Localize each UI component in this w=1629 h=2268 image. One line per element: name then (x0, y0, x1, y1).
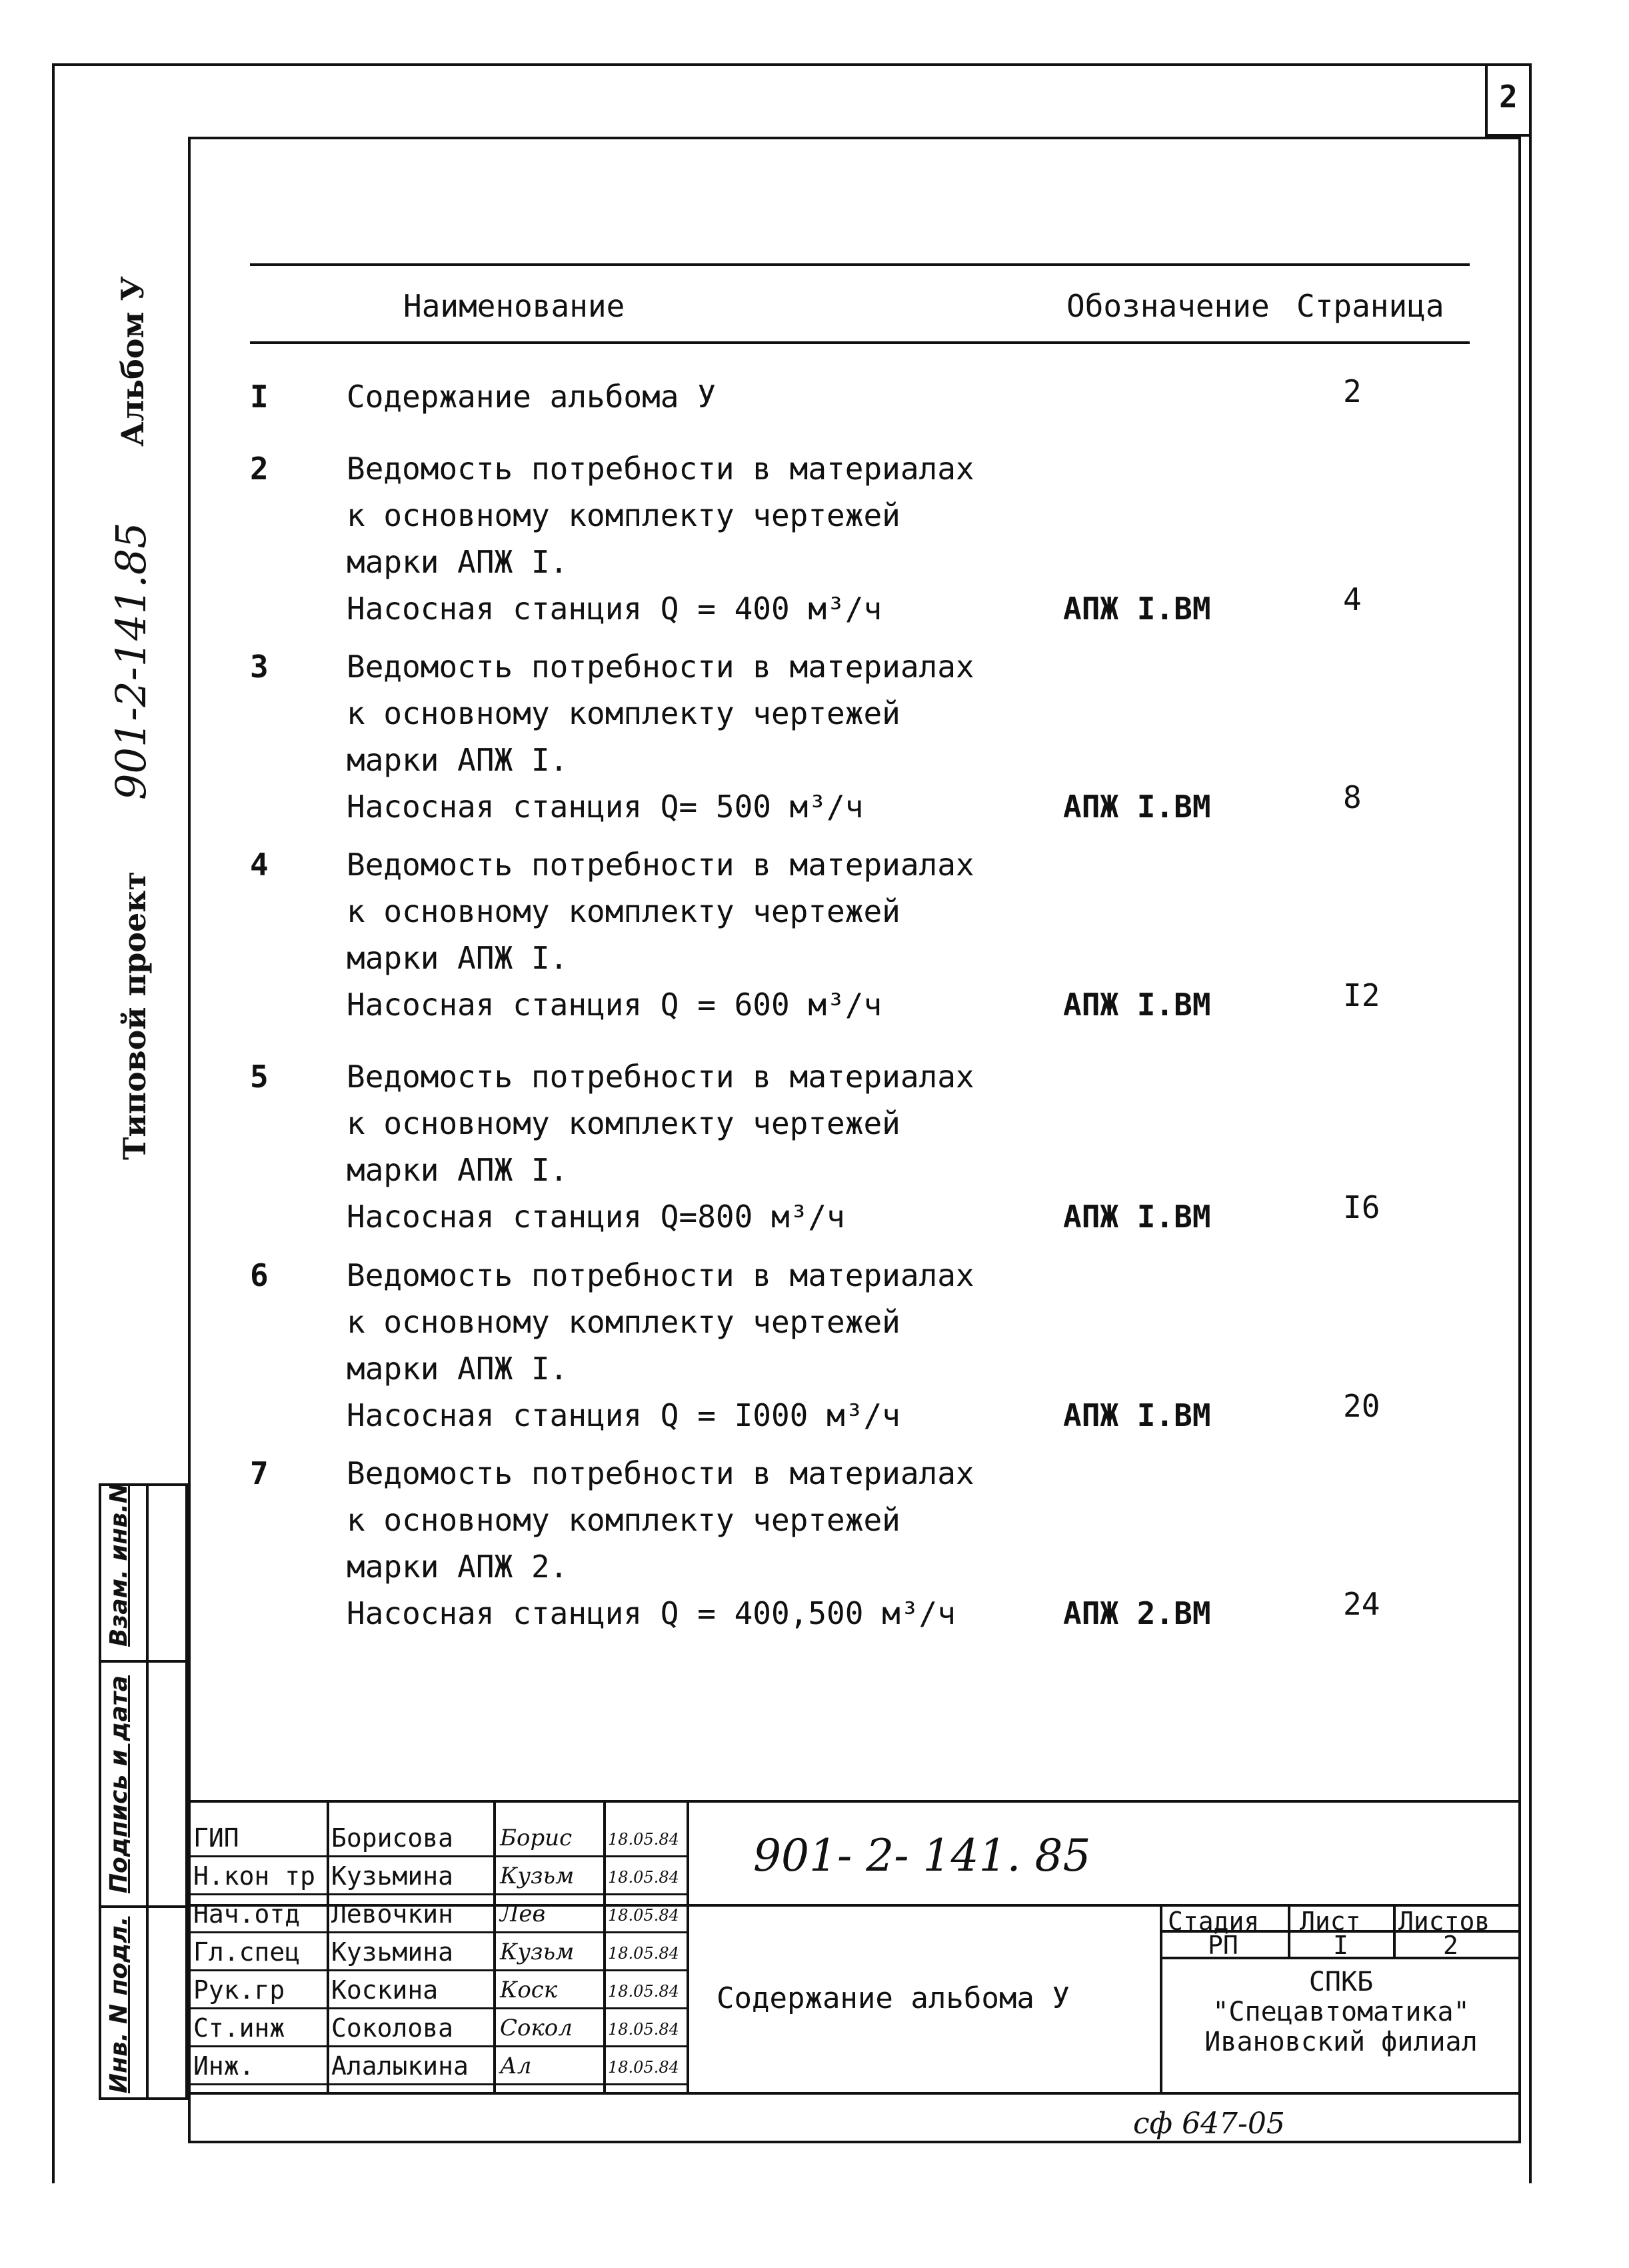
signer-date: 18.05.84 (608, 1982, 679, 2001)
title-block-divider (327, 1800, 329, 2093)
toc-row-number: 2 (250, 451, 269, 487)
toc-row-name-line: марки АПЖ I. (347, 1152, 569, 1188)
sheet-header: Лист (1300, 1907, 1361, 1936)
title-block-divider (493, 1800, 496, 2093)
sheets-value: 2 (1443, 1931, 1458, 1960)
toc-row-name-line: Насосная станция Q = 400,500 м³/ч (347, 1595, 956, 1631)
signer-name: Коскина (331, 1975, 439, 2005)
signer-role: Ст.инж (193, 2013, 285, 2043)
toc-row-page: 4 (1343, 581, 1362, 617)
left-strip-rule (99, 1905, 188, 1908)
signer-row-rule (188, 2045, 687, 2047)
toc-row-code: АПЖ I.ВМ (1063, 1397, 1211, 1433)
stage-value: РП (1208, 1931, 1238, 1960)
signer-date: 18.05.84 (608, 1868, 679, 1887)
title-block-bottom-rule (188, 2092, 1521, 2095)
org-name: СПКБ (1308, 1967, 1374, 1997)
sheets-header: Листов (1398, 1907, 1490, 1936)
toc-row-name (347, 643, 1026, 830)
toc-row-name (347, 841, 1026, 1028)
toc-header-name: Наименование (403, 288, 625, 324)
page-number: 2 (1499, 79, 1518, 115)
toc-row-number: 6 (250, 1257, 269, 1293)
album-label: Альбом У (115, 276, 151, 447)
toc-row-name-line: Ведомость потребности в материалах (347, 451, 974, 487)
signer-date: 18.05.84 (608, 1830, 679, 1849)
title-block-divider (1288, 1904, 1290, 1957)
signer-signature: Кузьм (500, 1863, 575, 1889)
signer-date: 18.05.84 (608, 2020, 679, 2039)
toc-row-number: I (250, 379, 269, 415)
signer-role: Рук.гр (193, 1975, 285, 2005)
toc-row-name (347, 445, 1026, 632)
toc-row-page: 8 (1343, 779, 1362, 815)
signer-signature: Коск (500, 1977, 558, 2003)
project-label: Типовой проект (117, 871, 153, 1160)
toc-header-code: Обозначение (1066, 288, 1270, 324)
toc-row-name-line: Насосная станция Q=800 м³/ч (347, 1199, 845, 1235)
toc-row-name-line: Содержание альбома У (347, 379, 716, 415)
signer-name: Левочкин (331, 1899, 454, 1929)
left-strip-inv-no: Инв. N подл. (105, 1916, 133, 2093)
toc-row-name-line: к основному комплекту чертежей (347, 893, 900, 929)
toc-row-code: АПЖ I.ВМ (1063, 1199, 1211, 1235)
toc-top-rule (250, 263, 1470, 266)
signer-date: 18.05.84 (608, 2058, 679, 2077)
toc-row-name (347, 1450, 1026, 1637)
toc-row-number: 7 (250, 1455, 269, 1491)
toc-row-name-line: Насосная станция Q= 500 м³/ч (347, 789, 864, 825)
toc-row-name-line: Ведомость потребности в материалах (347, 649, 974, 685)
sheet-value: I (1333, 1931, 1348, 1960)
toc-row-number: 3 (250, 649, 269, 685)
left-strip-signature-date: Подпись и дата (105, 1675, 133, 1893)
signer-signature: Кузьм (500, 1939, 575, 1965)
toc-row-code: АПЖ I.ВМ (1063, 987, 1211, 1023)
signer-row-rule (188, 1855, 687, 1857)
project-number-handwritten: 901-2-141.85 (107, 522, 155, 800)
signer-date: 18.05.84 (608, 1906, 679, 1925)
toc-row-name-line: к основному комплекту чертежей (347, 695, 900, 731)
signer-signature: Ал (500, 2053, 532, 2079)
toc-row-page: I6 (1343, 1189, 1380, 1225)
toc-row-name (347, 373, 1026, 420)
signer-role: Гл.спец (193, 1937, 301, 1967)
toc-row-name-line: марки АПЖ I. (347, 742, 569, 778)
left-strip-rule (99, 1660, 188, 1663)
org-name-2: "Спецавтоматика" (1212, 1997, 1470, 2027)
toc-row-page: 24 (1343, 1586, 1380, 1622)
toc-header-rule (250, 341, 1470, 344)
toc-row-name-line: Насосная станция Q = 400 м³/ч (347, 591, 882, 627)
toc-row-name-line: Ведомость потребности в материалах (347, 1059, 974, 1095)
signer-role: Инж. (193, 2051, 255, 2081)
stage-header: Стадия (1168, 1907, 1260, 1936)
signer-row-rule (188, 2007, 687, 2009)
document-title: Содержание альбома У (717, 1981, 1070, 2015)
toc-row-name-line: к основному комплекту чертежей (347, 1304, 900, 1340)
toc-row-name-line: марки АПЖ I. (347, 1351, 569, 1387)
toc-row-name-line: марки АПЖ I. (347, 544, 569, 580)
signer-name: Соколова (331, 2013, 454, 2043)
title-block-divider (687, 1800, 689, 2093)
signer-role: Н.кон тр (193, 1861, 316, 1891)
signer-row-rule (188, 1893, 687, 1895)
toc-header-page: Страница (1296, 288, 1444, 324)
signer-date: 18.05.84 (608, 1944, 679, 1963)
org-branch: Ивановский филиал (1204, 2027, 1478, 2057)
toc-row-name-line: к основному комплекту чертежей (347, 1105, 900, 1141)
signer-signature: Лев (500, 1901, 546, 1927)
signer-row-rule (188, 1931, 687, 1933)
signer-name: Алалыкина (331, 2051, 469, 2081)
toc-row-name-line: Ведомость потребности в материалах (347, 847, 974, 883)
title-block-divider (603, 1800, 606, 2093)
document-code: 901- 2- 141. 85 (753, 1830, 1091, 1881)
toc-row-name-line: Ведомость потребности в материалах (347, 1257, 974, 1293)
signer-signature: Борис (500, 1825, 573, 1851)
toc-row-name-line: Ведомость потребности в материалах (347, 1455, 974, 1491)
signer-signature: Сокол (500, 2015, 573, 2041)
signer-name: Кузьмина (331, 1937, 454, 1967)
toc-row-number: 5 (250, 1059, 269, 1095)
footer-handwritten-mark: сф 647-05 (1133, 2107, 1285, 2141)
signer-role: ГИП (193, 1823, 239, 1853)
signer-name: Борисова (331, 1823, 454, 1853)
toc-row-code: АПЖ I.ВМ (1063, 789, 1211, 825)
toc-row-name-line: к основному комплекту чертежей (347, 497, 900, 533)
signer-role: Нач.отд (193, 1899, 301, 1929)
toc-row-page: I2 (1343, 977, 1380, 1013)
toc-row-number: 4 (250, 847, 269, 883)
title-block-top-rule (188, 1800, 1521, 1803)
toc-row-code: АПЖ 2.ВМ (1063, 1595, 1211, 1631)
toc-row-name-line: марки АПЖ I. (347, 940, 569, 976)
signer-row-rule (188, 2083, 687, 2085)
toc-row-name (347, 1053, 1026, 1240)
toc-row-page: 2 (1343, 373, 1362, 409)
signer-name: Кузьмина (331, 1861, 454, 1891)
toc-row-name-line: Насосная станция Q = I000 м³/ч (347, 1397, 900, 1433)
title-block-divider (1393, 1904, 1396, 1957)
left-strip-replaces-inv: Взам. инв.N (105, 1483, 133, 1647)
signer-row-rule (188, 1969, 687, 1971)
toc-row-name-line: марки АПЖ 2. (347, 1549, 569, 1585)
toc-row-page: 20 (1343, 1388, 1380, 1424)
toc-row-name-line: к основному комплекту чертежей (347, 1502, 900, 1538)
toc-row-name (347, 1252, 1026, 1439)
toc-row-name-line: Насосная станция Q = 600 м³/ч (347, 987, 882, 1023)
toc-row-code: АПЖ I.ВМ (1063, 591, 1211, 627)
